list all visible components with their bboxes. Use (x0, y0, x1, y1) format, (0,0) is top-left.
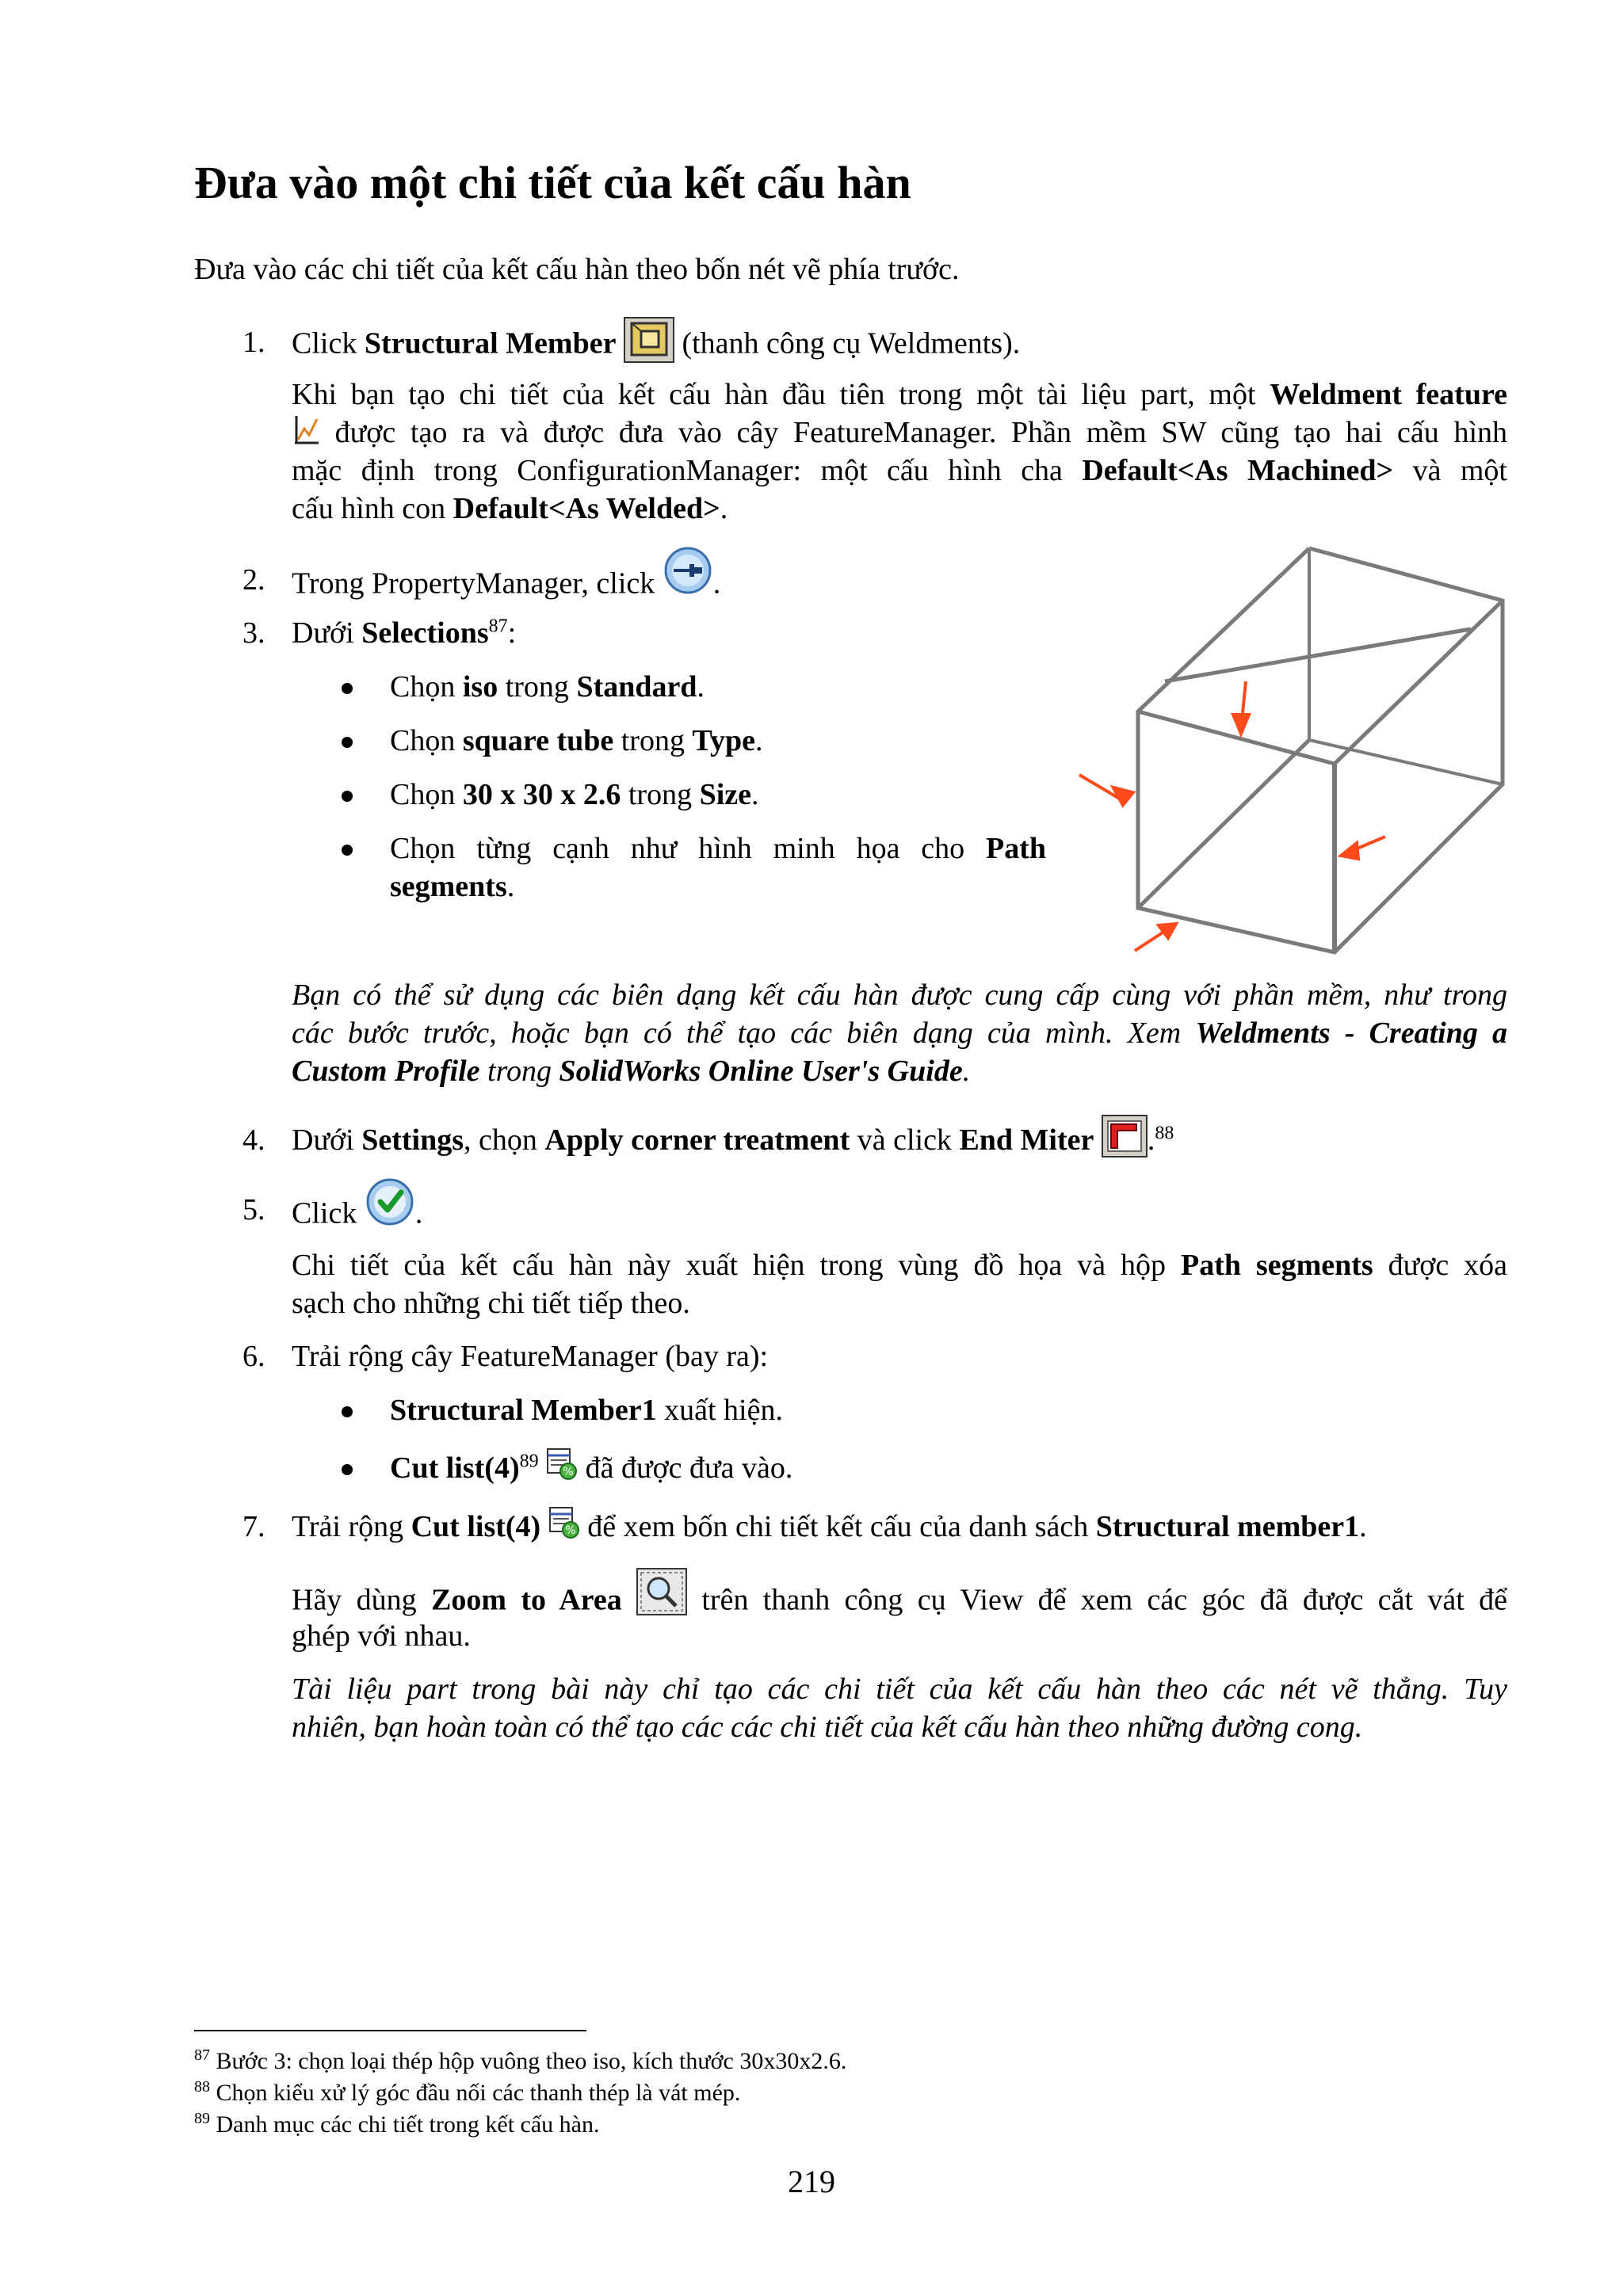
structural-member1-label: Structural Member1 (390, 1394, 657, 1427)
bullet-3-post: . (751, 778, 759, 811)
footnote-87-text: Bước 3: chọn loại thép hộp vuông theo iso, kích thước 30x30x2.6. (210, 2048, 847, 2074)
selections-label: Selections (361, 616, 489, 650)
footnote-89 (194, 2109, 599, 2141)
settings-label: Settings (361, 1123, 464, 1157)
step-5-text (292, 1191, 422, 1241)
structural-member-icon (624, 317, 674, 363)
custom-profile-label: Custom Profile (292, 1055, 480, 1088)
step-1-para-line4 (292, 490, 727, 528)
step-5-pre: Click (292, 1196, 365, 1230)
step-3-bullet-3 (390, 776, 759, 814)
step-3-bullet-2 (390, 722, 763, 760)
step-3-bullet-4-line1 (390, 830, 1046, 868)
footnote-divider (194, 2030, 586, 2031)
step-1-number: 1. (242, 326, 265, 359)
cut-list-label: Cut list(4) (390, 1451, 520, 1485)
default-as-machined-label: Default<As Machined> (1082, 454, 1394, 487)
step-4-mid2: và click (850, 1123, 960, 1157)
step-3-bullet-4-line2 (390, 868, 514, 906)
note-1-line1: Bạn có thể sử dụng các biên dạng kết cấu hàn được cung cấp cùng với phần mềm, như trong (292, 978, 1507, 1012)
bullet (342, 1406, 353, 1417)
step-7-pre: Trải rộng (292, 1510, 411, 1543)
pin-icon (663, 545, 713, 596)
structural-member-label: Structural Member (364, 326, 617, 360)
note-1-line3-mid: trong (479, 1055, 559, 1088)
cut-list-4-label: Cut list(4) (411, 1510, 541, 1543)
online-guide-label: SolidWorks Online User's Guide (559, 1055, 963, 1088)
step-1-post: (thanh công cụ Weldments). (682, 326, 1021, 360)
path-segments-illustration (1062, 539, 1514, 967)
step-1-para-line3 (292, 452, 1507, 490)
para-line3-pre: mặc định trong ConfigurationManager: một cấu hình cha (292, 454, 1083, 487)
step-7-zoom-line1 (292, 1579, 1507, 1627)
step-1-para-line1 (292, 376, 1507, 414)
step-7-zoom-line2: ghép với nhau. (292, 1619, 471, 1653)
step-3-pre: Dưới (292, 616, 362, 650)
apply-corner-treatment-label: Apply corner treatment (544, 1123, 850, 1157)
step-5-post: . (414, 1196, 423, 1230)
step-4-post: . (1147, 1123, 1155, 1157)
bullet-4-post: . (506, 870, 515, 903)
weldments-creating-label: Weldments - Creating a (1195, 1016, 1507, 1050)
para-line3-post: và một (1393, 454, 1507, 487)
step-4-number: 4. (242, 1123, 265, 1157)
footnote-88-number: 88 (194, 2078, 210, 2096)
step-1-text (292, 323, 1020, 369)
footnote-88 (194, 2077, 740, 2109)
page-number: 219 (788, 2164, 835, 2199)
step-7-note-line2: nhiên, bạn hoàn toàn có thể tạo các các chi tiết của kết cấu hàn theo những đường cong. (292, 1711, 1363, 1744)
bullet-1-mid: trong (498, 670, 577, 704)
footnote-89-text: Danh mục các chi tiết trong kết cấu hàn. (210, 2111, 600, 2138)
bullet-4-pre: Chọn từng cạnh như hình minh họa cho (390, 832, 986, 865)
note-1-line2-pre: các bước trước, hoặc bạn có thể tạo các biên dạng của mình. Xem (292, 1016, 1196, 1050)
step-4-text (292, 1121, 1174, 1164)
step-5-para-line2: sạch cho những chi tiết tiếp theo. (292, 1287, 690, 1320)
step-1-para-line2 (292, 414, 1507, 452)
cut-list-icon (546, 1447, 578, 1481)
step-7-note-line1: Tài liệu part trong bài này chỉ tạo các chi tiết của kết cấu hàn theo các nét vẽ thẳng. Tuy (292, 1672, 1507, 1706)
ok-checkmark-icon (365, 1177, 415, 1227)
step-5-para-pre: Chi tiết của kết cấu hàn này xuất hiện trong vùng đồ họa và hộp (292, 1249, 1181, 1282)
step-6-text: Trải rộng cây FeatureManager (bay ra): (292, 1340, 769, 1373)
bullet-2-pre: Chọn (390, 724, 463, 757)
weldment-feature-icon (292, 414, 320, 446)
step-6-bullet-1-post: xuất hiện. (656, 1394, 783, 1427)
bullet-1-pre: Chọn (390, 670, 463, 704)
bullet (342, 791, 353, 802)
bullet-2-mid: trong (613, 724, 693, 757)
zoom-pre: Hãy dùng (292, 1583, 431, 1617)
default-as-welded-label: Default<As Welded> (453, 492, 720, 525)
step-3-text (292, 614, 516, 652)
page-title: Đưa vào một chi tiết của kết cấu hàn (194, 157, 911, 208)
iso-label: iso (462, 670, 498, 704)
step-2-post: . (712, 566, 721, 601)
bullet-3-pre: Chọn (390, 778, 463, 811)
zoom-to-area-icon (636, 1568, 687, 1615)
bullet (342, 683, 353, 694)
box-wireframe (1138, 548, 1503, 952)
end-miter-label: End Miter (959, 1123, 1094, 1157)
arrow-right-head (1341, 843, 1358, 859)
arrow-bottom-head (1159, 924, 1176, 938)
step-3-post: : (507, 616, 517, 650)
step-3-bullet-1 (390, 668, 705, 706)
bullet (342, 1464, 353, 1475)
step-4-pre: Dưới (292, 1123, 362, 1157)
svg-text:%: % (563, 1466, 574, 1479)
step-1-pre: Click (292, 326, 365, 360)
footnote-89-number: 89 (194, 2110, 210, 2127)
step-4-mid1: , chọn (464, 1123, 545, 1157)
note-1-line2 (292, 1014, 1507, 1052)
step-6-number: 6. (242, 1340, 265, 1373)
step-2-label: Trong PropertyManager, click (292, 566, 663, 601)
note-1-line3 (292, 1052, 970, 1090)
svg-text:%: % (565, 1524, 576, 1538)
size-label: Size (699, 778, 752, 811)
standard-label: Standard (576, 670, 697, 704)
para-line2-text: được tạo ra và được đưa vào cây FeatureManager. Phần mềm SW cũng tạo hai cấu hình (320, 416, 1507, 449)
square-tube-label: square tube (462, 724, 614, 757)
path-segments-label: Path segments (1180, 1249, 1373, 1282)
step-5-para-post: được xóa (1373, 1249, 1507, 1282)
bullet-1-post: . (697, 670, 705, 704)
step-7-text (292, 1508, 1367, 1546)
bullet (342, 737, 353, 748)
bullet-2-post: . (755, 724, 763, 757)
step-3-number: 3. (242, 616, 265, 650)
arrow-top-head (1233, 715, 1249, 734)
size-value-label: 30 x 30 x 2.6 (462, 778, 621, 811)
footnote-87-number: 87 (194, 2046, 210, 2064)
footnote-ref-87: 87 (488, 616, 508, 637)
bullet-3-mid: trong (621, 778, 700, 811)
bullet (342, 845, 353, 856)
weldment-feature-label: Weldment feature (1270, 378, 1507, 411)
step-7-number: 7. (242, 1510, 265, 1543)
footnote-88-text: Chọn kiểu xử lý góc đầu nối các thanh thép là vát mép. (210, 2080, 741, 2106)
step-7-mid: để xem bốn chi tiết kết cấu của danh sách (579, 1510, 1096, 1543)
step-2-number: 2. (242, 563, 265, 597)
segments-label: segments (390, 870, 507, 903)
note-1-line3-post: . (962, 1055, 971, 1088)
para-line4-pre: cấu hình con (292, 492, 453, 525)
zoom-post: trên thanh công cụ View để xem các góc đã được cắt vát để (687, 1583, 1508, 1617)
intro-text: Đưa vào các chi tiết của kết cấu hàn theo bốn nét vẽ phía trước. (194, 253, 960, 286)
end-miter-icon (1102, 1115, 1148, 1158)
step-6-bullet-2 (390, 1449, 792, 1487)
zoom-to-area-label: Zoom to Area (430, 1583, 622, 1617)
footnote-87 (194, 2046, 846, 2077)
footnote-ref-88: 88 (1155, 1123, 1174, 1144)
type-label: Type (692, 724, 755, 757)
para-line1-pre: Khi bạn tạo chi tiết của kết cấu hàn đầu tiên trong một tài liệu part, một (292, 378, 1270, 411)
step-2-text (292, 561, 720, 612)
footnote-ref-89: 89 (519, 1451, 539, 1472)
cut-list-icon (548, 1506, 580, 1539)
path-label: Path (986, 832, 1046, 865)
step-6-bullet-1 (390, 1391, 783, 1429)
step-7-post: . (1359, 1510, 1367, 1543)
step-6-bullet-2-post: đã được đưa vào. (578, 1451, 793, 1485)
structural-member1-list-label: Structural member1 (1095, 1510, 1360, 1543)
step-5-para-line1 (292, 1246, 1507, 1284)
para-line4-post: . (720, 492, 728, 525)
step-5-number: 5. (242, 1193, 265, 1226)
